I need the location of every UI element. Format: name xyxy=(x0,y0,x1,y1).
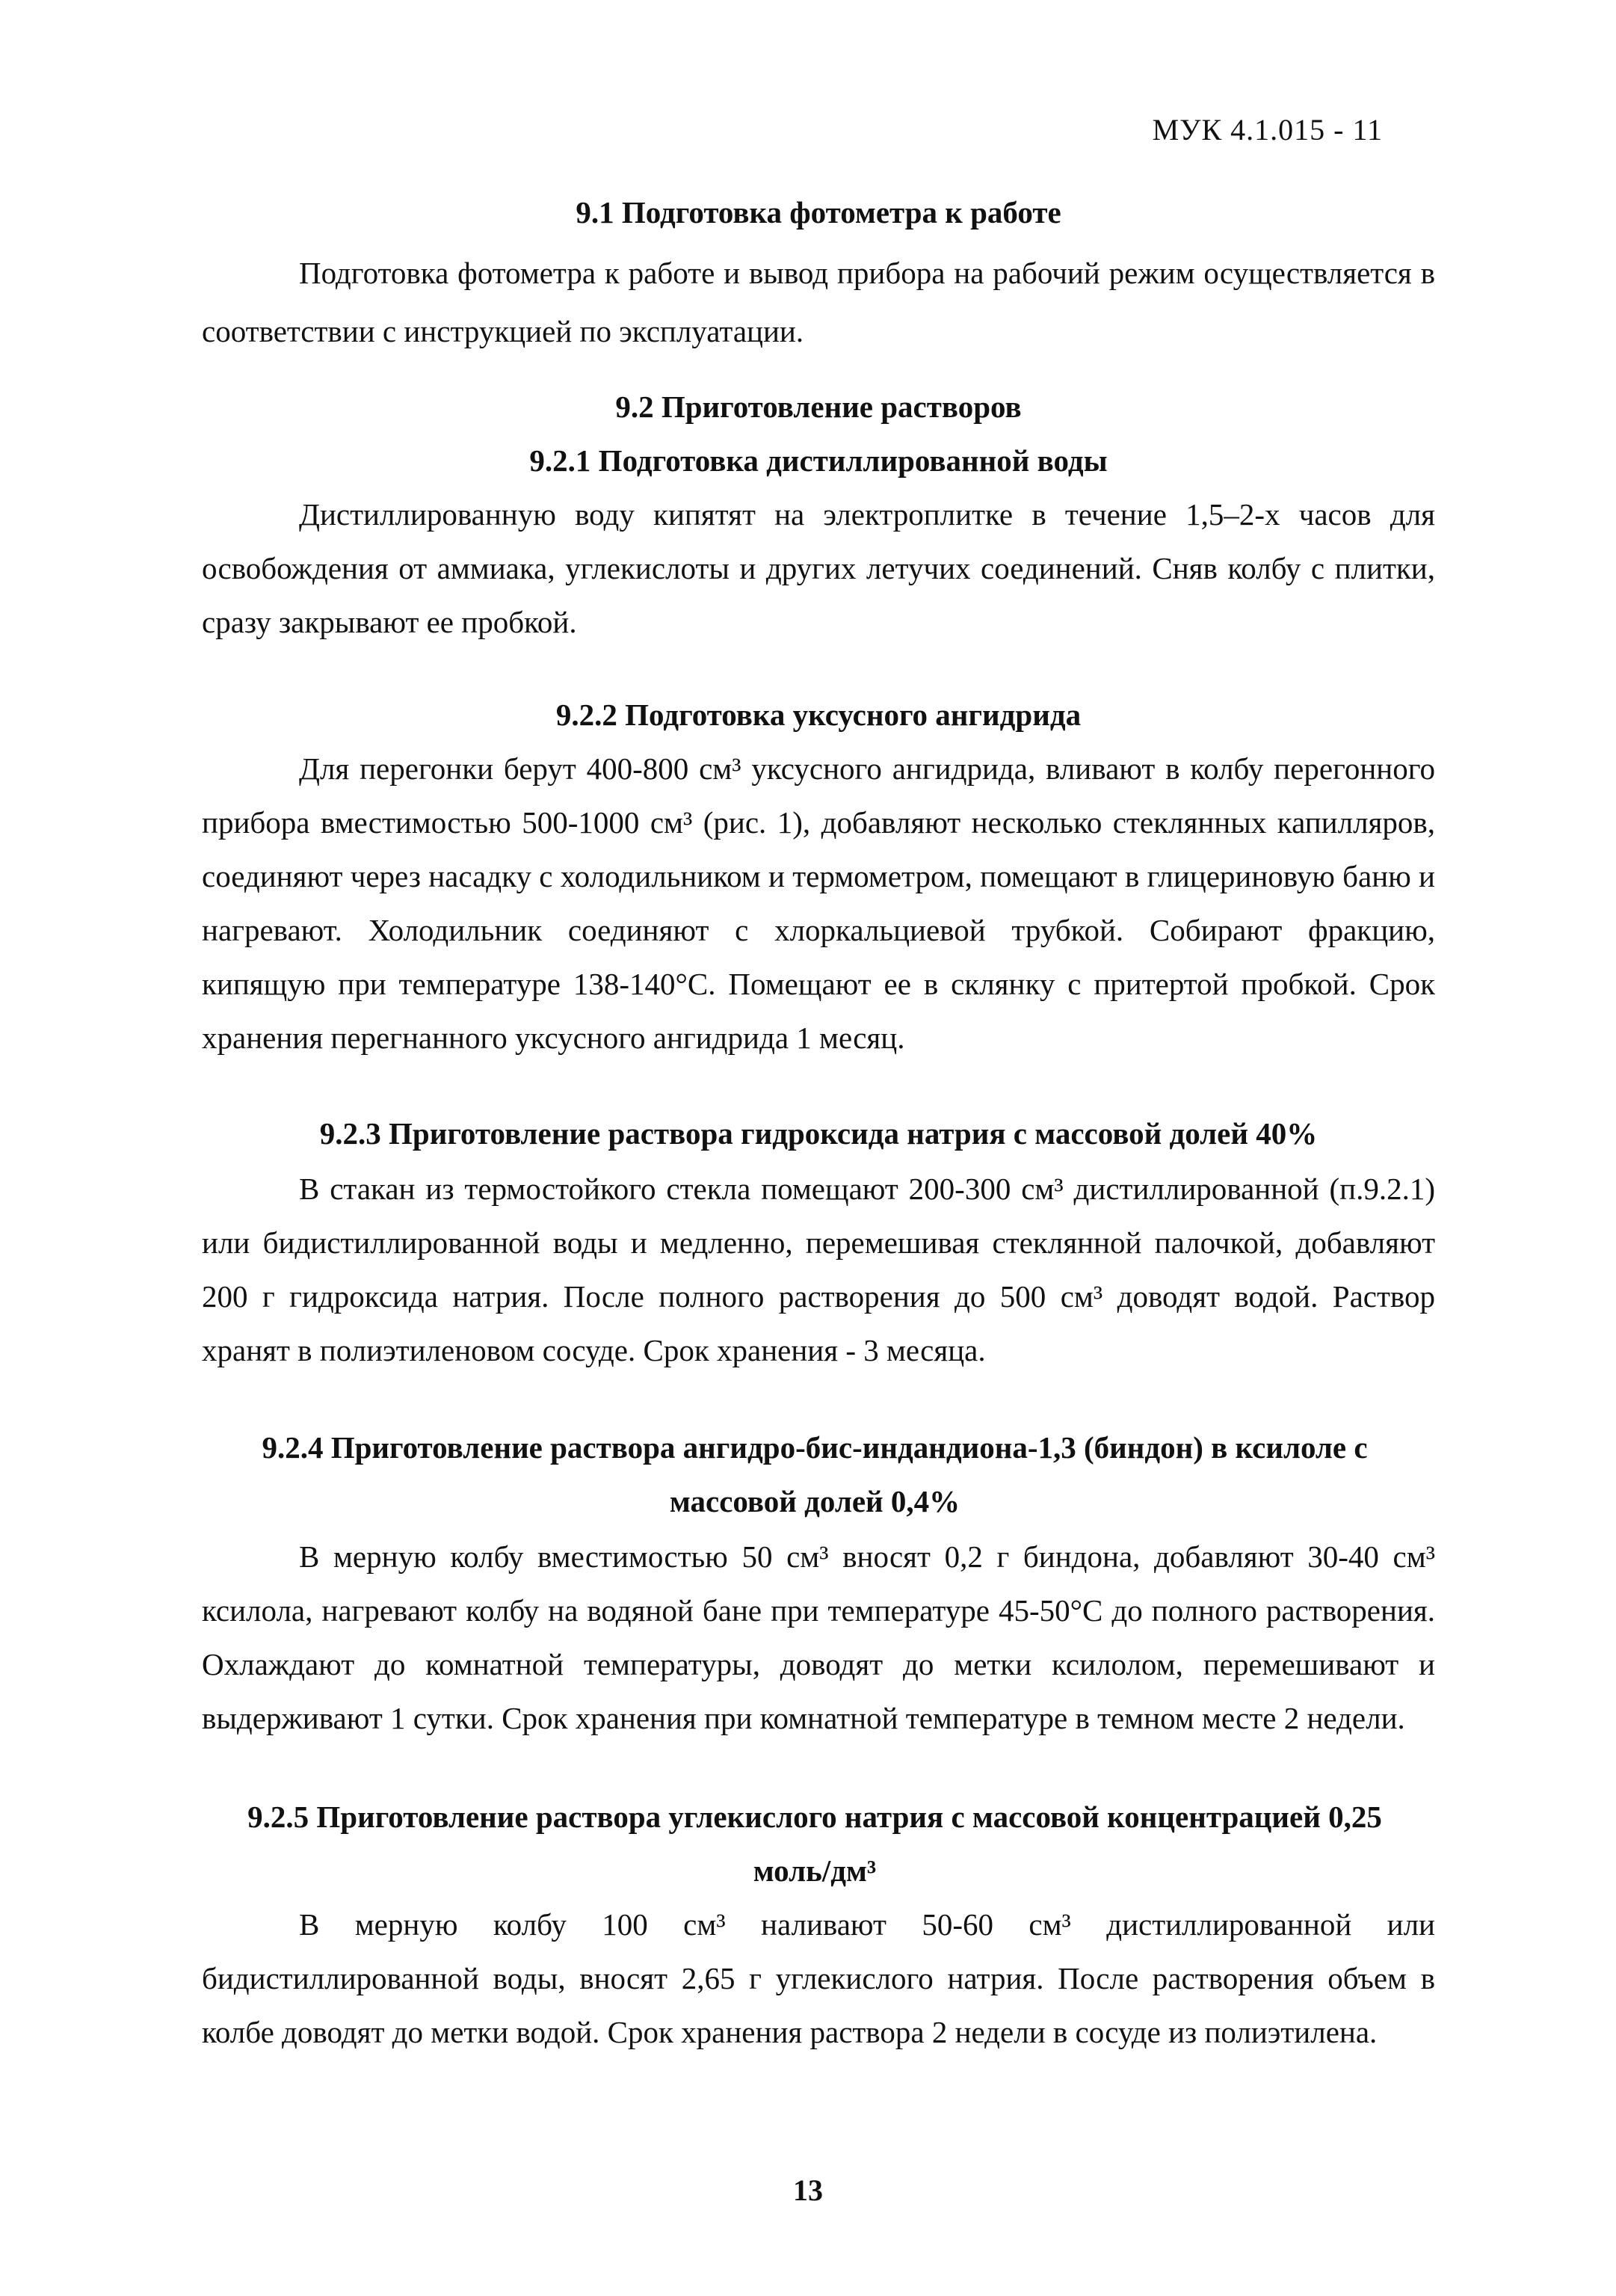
paragraph-9-2-4: В мерную колбу вместимостью 50 см³ вносят 0,2 г биндона, добавляют 30-40 см³ ксилола, нагревают колбу на водяной бане при температуре 45-50°С до полного растворения. Охлаждают до комнатной температуры, доводят до метки ксилолом, перемешивают и выдерживают 1 сутки. Срок хранения при комнатной температуре в темном месте 2 недели. xyxy=(202,1539,1435,1735)
heading-9-2-3: 9.2.3 Приготовление раствора гидроксида натрия с массовой долей 40% xyxy=(319,1116,1318,1151)
paragraph-9-1: Подготовка фотометра к работе и вывод прибора на рабочий режим осуществляется в соответствии с инструкцией по эксплуатации. xyxy=(202,256,1435,348)
paragraph-9-2-2: Для перегонки берут 400-800 см³ уксусного ангидрида, вливают в колбу перегонного прибора вместимостью 500-1000 см³ (рис. 1), добавляют несколько стеклянных капилляров, соединяют через насадку с холодильником и термометром, помещают в глицериновую баню и нагревают. Холодильник соединяют с хлоркальциевой трубкой. Собирают фракцию, кипящую при температуре 138-140°С. Помещают ее в склянку с притертой пробкой. Срок хранения перегнанного уксусного ангидрида 1 месяц. xyxy=(202,751,1435,1055)
heading-9-1: 9.1 Подготовка фотометра к работе xyxy=(576,195,1061,230)
page-number: 13 xyxy=(793,2173,823,2207)
heading-9-2-4: 9.2.4 Приготовление раствора ангидро-бис-индандиона-1,3 (биндон) в ксилоле с массовой долей 0,4% xyxy=(262,1430,1368,1518)
heading-9-2-5: 9.2.5 Приготовление раствора углекислого натрия с массовой концентрацией 0,25 моль/дм³ xyxy=(247,1800,1382,1888)
paragraph-9-2-5: В мерную колбу 100 см³ наливают 50-60 см³ дистиллированной или бидистиллированной воды, вносят 2,65 г углекислого натрия. После растворения объем в колбе доводят до метки водой. Срок хранения раствора 2 недели в сосуде из полиэтилена. xyxy=(202,1907,1435,2049)
heading-9-2-2: 9.2.2 Подготовка уксусного ангидрида xyxy=(555,698,1082,732)
paragraph-9-2-1: Дистиллированную воду кипятят на электроплитке в течение 1,5–2-х часов для освобождения от аммиака, углекислоты и других летучих соединений. Сняв колбу с плитки, сразу закрывают ее пробкой. xyxy=(202,497,1435,639)
paragraph-9-2-3: В стакан из термостойкого стекла помещают 200-300 см³ дистиллированной (п.9.2.1) или бидистиллированной воды и медленно, перемешивая стеклянной палочкой, добавляют 200 г гидроксида натрия. После полного растворения до 500 см³ доводят водой. Раствор хранят в полиэтиленовом сосуде. Срок хранения - 3 месяца. xyxy=(202,1172,1435,1367)
document-code: МУК 4.1.015 - 11 xyxy=(1152,113,1383,147)
heading-9-2: 9.2 Приготовление растворов xyxy=(615,390,1022,424)
heading-9-2-1: 9.2.1 Подготовка дистиллированной воды xyxy=(529,443,1108,478)
